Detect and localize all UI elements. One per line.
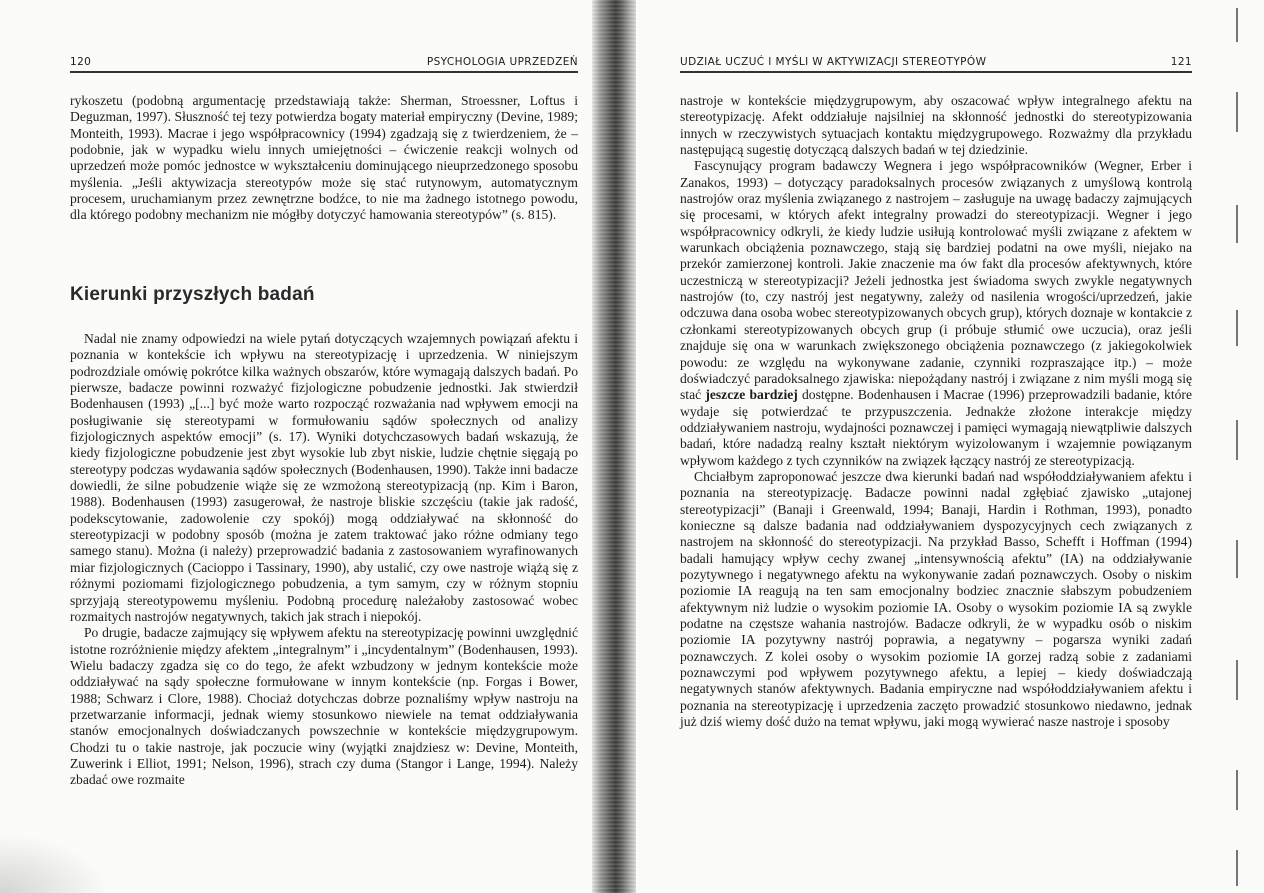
right-running-title: UDZIAŁ UCZUĆ I MYŚLI W AKTYWIZACJI STEREOTYPÓW bbox=[680, 56, 987, 68]
book-gutter bbox=[592, 0, 638, 893]
right-paragraph-2-start: Fascynujący program badawczy Wegnera i jego współpracowników (Wegner, Erber i Zanakos, 1993) – dotyczący paradoksalnych procesów związanych z umyślową kontrolą nastrojów oraz myślenia związanego z nastrojem – zasługuje na uwagę badaczy zajmujących się procesami, w których afekt integralny prowadzi do stereotypizacji. Wegner i jego współpracownicy odkryli, że kiedy ludzie usiłują kontrolować myśli związane z afektem w warunkach obciążenia poznawczego, stają się bardziej podatni na owe myśli, niejako na przekór zamierzonej kontroli. Jakie znaczenie ma ów fakt dla procesów afektywnych, które uczestniczą w stereotypizacji? Jeżeli jednostka jest świadoma swych zwykle negatywnych nastrojów (to, czy nastrój jest negatywny, zależy od nasilenia wrogości/uprzedzeń, jakie odczuwa dana osoba wobec stereotypizowanych obcych grup), których doznaje w kontakcie z członkami stereotypizowanych obcych grup (i próbuje stłumić owe uczucia), oraz jeśli znajduje się ona w warunkach zwiększonego obciążenia poznawczego (z jakiegokolwiek powodu: ze względu na wykonywane zadanie, czynniki rozpraszające itp.) – może doświadczyć paradoksalnego zjawiska: niepożądany nastrój i związane z nim myśli mogą się stać bbox=[680, 158, 1192, 403]
left-page bbox=[0, 0, 600, 893]
right-page bbox=[636, 0, 1264, 893]
right-page-number: 121 bbox=[1170, 56, 1192, 68]
right-paragraph-1: nastroje w kontekście międzygrupowym, aby oszacować wpływ integralnego afektu na stereotypizację. Afekt oddziałuje najsilniej na skłonność jednostki do stereotypizowania innych w rzeczywistych sytuacjach kontaktu międzygrupowego. Rozważmy dla przykładu następującą sugestię dotyczącą dalszych badań w tej dziedzinie. bbox=[680, 93, 1192, 158]
right-running-head bbox=[680, 50, 1192, 73]
right-paragraph-3: Chciałbym zaproponować jeszcze dwa kierunki badań nad współoddziaływaniem afektu i poznania na stereotypizację. Badacze powinni nadal zgłębiać zjawisko „utajonej stereotypizacji” (Banaji i Greenwald, 1994; Banaji, Hardin i Rothman, 1993), ponadto konieczne są dalsze badania nad oddziaływaniem dyspozycyjnych cech związanych z nastrojem na skłonność do stereotypizacji. Na przykład Basso, Schefft i Hoffman (1994) badali hamujący wpływ cechy zwanej „intensywnością afektu” (IA) na oddziaływanie pozytywnego i negatywnego afektu na wykonywanie zadań poznawczych. Osoby o niskim poziomie IA reagują na ten sam emocjonalny bodziec znacznie słabszym pobudzeniem afektywnym niż ludzie o wysokim poziomie IA. Osoby o wysokim poziomie IA są zwykle podatne na częstsze wahania nastrojów. Badacze odkryli, że w wypadku osób o niskim poziomie IA pozytywny nastrój poprawia, a negatywny – pogarsza wyniki zadań poznawczych. Z kolei osoby o wysokim poziomie IA gorzej radzą sobie z zadaniami poznawczymi pod wpływem pozytywnego afektu, a lepiej – kiedy doświadczają negatywnych stanów afektywnych. Badania empiryczne nad współoddziaływaniem afektu i poznania na stereotypizację i uprzedzenia zaczęto prowadzić stosunkowo niedawno, jednak już dziś wiemy dość dużo na temat wpływu, jaki mogą wywierać nasze nastroje i sposoby bbox=[680, 468, 1192, 730]
left-running-title: PSYCHOLOGIA UPRZEDZEŃ bbox=[426, 56, 578, 68]
right-body-text bbox=[680, 93, 1192, 730]
left-top-text bbox=[70, 93, 578, 224]
left-page-number: 120 bbox=[70, 56, 92, 68]
right-paragraph-2 bbox=[680, 158, 1192, 469]
left-paragraph-3: Po drugie, badacze zajmujący się wpływem afektu na stereotypizację powinni uwzględnić istotne rozróżnienie między afektem „integralnym” i „incydentalnym” (Bodenhausen, 1993). Wielu badaczy zgadza się co do tego, że afekt wzbudzony w jednym kontekście może oddziaływać na sądy społeczne formułowane w innym kontekście (np. Forgas i Bower, 1988; Schwarz i Clore, 1988). Chociaż dotychczas dobrze poznaliśmy wpływ nastroju na przetwarzanie informacji, jednak wiemy stosunkowo niewiele na temat oddziaływania stanów emocjonalnych doświadczanych powszechnie w kontekście międzygrupowym. Chodzi tu o takie nastroje, jak poczucie winy (wyjątki znajdziesz w: Devine, Monteith, Zuwerink i Elliot, 1991; Nelson, 1996), strach czy duma (Stangor i Lange, 1994). Należy zbadać owe rozmaite bbox=[70, 625, 578, 788]
page-edge-marks bbox=[1232, 0, 1246, 893]
left-running-head bbox=[70, 50, 578, 73]
left-paragraph-1: rykoszetu (podobną argumentację przedstawiają także: Sherman, Stroessner, Loftus i Deguzman, 1997). Słuszność tej tezy potwierdza bogaty materiał empiryczny (Devine, 1989; Monteith, 1993). Macrae i jego współpracownicy (1994) zgadzają się z twierdzeniem, że – podobnie, jak w wypadku wielu innych umiejętności – ćwiczenie reakcji wolnych od uprzedzeń może pomóc jednostce w wykształceniu dominującego nieuprzedzonego sposobu myślenia. „Jeśli aktywizacja stereotypów może się stać rutynowym, automatycznym procesem, uruchamianym przez zewnętrzne bodźce, to nie ma żadnego istotnego powodu, dla którego podobny mechanizm nie mógłby dotyczyć hamowania stereotypów” (s. 815). bbox=[70, 93, 578, 223]
scan-shadow bbox=[0, 833, 110, 893]
section-heading: Kierunki przyszłych badań bbox=[70, 284, 315, 305]
left-bottom-text bbox=[70, 331, 578, 789]
left-paragraph-2: Nadal nie znamy odpowiedzi na wiele pytań dotyczących wzajemnych powiązań afektu i poznania w kontekście ich wpływu na stereotypizację i uprzedzenia. W niniejszym podrozdziale omówię pokrótce kilka ważnych obszarów, które wymagają dalszych badań. Po pierwsze, badacze powinni rozważyć fizjologiczne pobudzenie jednostki. Jak stwierdził Bodenhausen (1993) „[...] być może warto rozpocząć rozważania nad wpływem emocji na posługiwanie się stereotypami w formułowaniu sądów społecznych od analizy fizjologicznych aspektów emocji” (s. 17). Wyniki dotychczasowych badań wskazują, że kiedy fizjologiczne pobudzenie jest zbyt wysokie lub zbyt niskie, ludzie chętnie sięgają po stereotypy podczas wydawania sądów społecznych (Bodenhausen, 1990). Także inni badacze dowiedli, że silne pobudzenie wiąże się ze wzmożoną stereotypizacją (np. Kim i Baron, 1988). Bodenhausen (1993) zasugerował, że nastroje bliskie szczęściu (takie jak radość, podekscytowanie, zadowolenie czy spokój) mogą oddziaływać na skłonność do stereotypizacji w podobny sposób (można je zatem traktować jako różne odmiany tego samego stanu). Można (i należy) przeprowadzić badania z zastosowaniem wyrafinowanych miar fizjologicznych (Cacioppo i Tassinary, 1990), aby ustalić, czy owe nastroje wiążą się z różnymi poziomami fizjologicznego pobudzenia, a tym samym, czy w różnym stopniu sprzyjają stereotypowemu myśleniu. Podobną procedurę należałoby zastosować wobec rozmaitych nastrojów negatywnych, takich jak strach i niepokój. bbox=[70, 331, 579, 624]
right-paragraph-2-end: dostępne. Bodenhausen i Macrae (1996) przeprowadzili badanie, które wydaje się potwierdzać te przypuszczenia. Jednakże złożone interakcje między oddziaływaniem nastroju, wydajności poznawczej i pamięci wymagają niewątpliwie dalszych badań, które nadadzą realny kształt niektórym wyizolowanym i wzajemnie powiązanym wpływom każdego z tych czynników na związek łączący nastrój ze stereotypizacją. bbox=[680, 387, 1192, 468]
emphasis-text: jeszcze bardziej bbox=[705, 387, 798, 403]
